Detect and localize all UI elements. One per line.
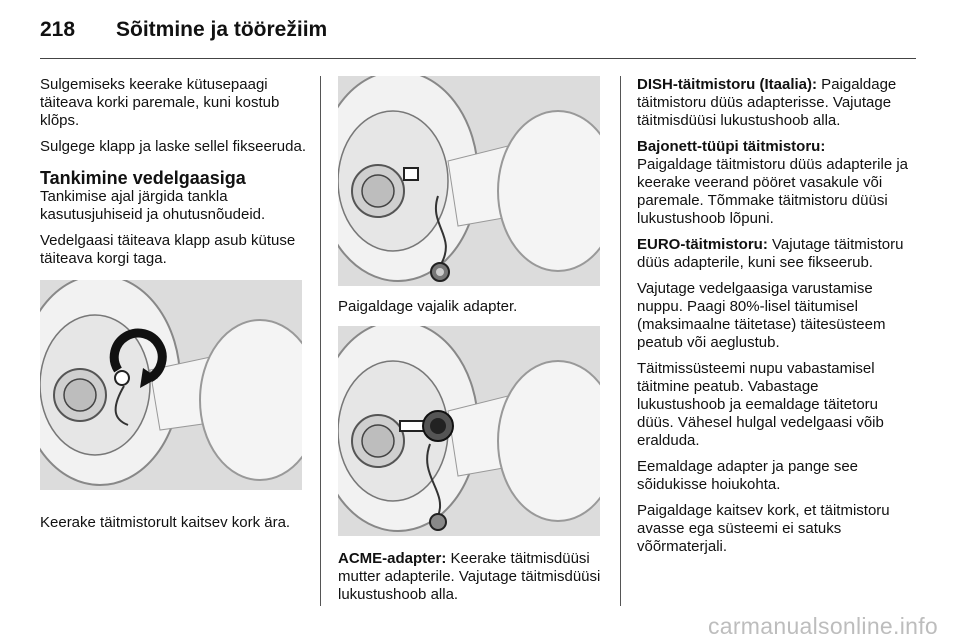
- subsection-heading: Tankimine vedelgaasiga: [40, 168, 246, 188]
- column-2: [338, 76, 604, 612]
- figure-caption: Paigaldage vajalik adapter.: [338, 298, 518, 315]
- column-divider-1: [320, 76, 321, 606]
- paragraph: Sulgemiseks keerake kütusepaagi täiteava korki paremale, kuni kostub klõps.: [40, 76, 280, 129]
- paragraph: Vedelgaasi täiteava klapp asub kütuse täiteava korgi taga.: [40, 232, 296, 267]
- column-1: [40, 76, 308, 540]
- column-divider-2: [620, 76, 621, 606]
- paragraph: Tankimise ajal järgida tankla kasutusjuhiseid ja ohutusnõudeid.: [40, 188, 266, 223]
- illustration-adapter-fitted: [338, 326, 600, 536]
- dish-paragraph: [637, 76, 909, 130]
- acme-label: ACME-adapter:: [338, 550, 447, 567]
- euro-text: Vajutage täitmistoru düüs adapterile, kuni see fikseerub.: [637, 236, 904, 271]
- acme-paragraph: [338, 550, 604, 604]
- dish-label: DISH-täitmistoru (Itaalia):: [637, 76, 818, 93]
- bajonett-text: Paigaldage täitmistoru düüs adapterile ja keerake veerand pööret vasakule või paremale. Tõmmake täitmistoru düüsi lukustushoob lõpuni.: [637, 156, 909, 227]
- paragraph: Sulgege klapp ja laske sellel fikseeruda.: [40, 138, 306, 155]
- header-divider: [40, 58, 916, 59]
- column-3: [637, 76, 909, 564]
- euro-label: EURO-täitmistoru:: [637, 236, 768, 253]
- paragraph: Vajutage vedelgaasiga varustamise nuppu. Paagi 80%-lisel täitumisel (maksimaalne täitetase) täitesüsteem peatub või aeglustub.: [637, 280, 886, 351]
- illustration-adapter-cap: [338, 76, 600, 286]
- paragraph: Täitmissüsteemi nupu vabastamisel täitmine peatub. Vabastage lukustushoob ja eemaldage täitetoru düüs. Vähesel hulgal vedelgaasi võib eralduda.: [637, 360, 884, 449]
- bajonett-label: Bajonett-tüüpi täitmistoru:: [637, 138, 826, 155]
- acme-text: Keerake täitmisdüüsi mutter adapterile. Vajutage täitmisdüüsi lukustushoob alla.: [338, 550, 601, 603]
- page-header: [40, 18, 327, 50]
- page-number: 218: [40, 18, 76, 41]
- section-title: Sõitmine ja töörežiim: [116, 18, 328, 41]
- watermark: carmanualsonline.info: [707, 613, 938, 639]
- euro-paragraph: [637, 236, 909, 272]
- paragraph: Paigaldage kaitsev kork, et täitmistoru avasse ega süsteemi ei satuks võõrmaterjali.: [637, 502, 890, 555]
- illustration-remove-cap: [40, 280, 302, 490]
- figure-caption: Keerake täitmistorult kaitsev kork ära.: [40, 514, 291, 531]
- paragraph: Eemaldage adapter ja pange see sõidukisse hoiukohta.: [637, 458, 859, 493]
- dish-text: Paigaldage täitmistoru düüs adapterisse. Vajutage täitmisdüüsi lukustushoob alla.: [637, 76, 897, 129]
